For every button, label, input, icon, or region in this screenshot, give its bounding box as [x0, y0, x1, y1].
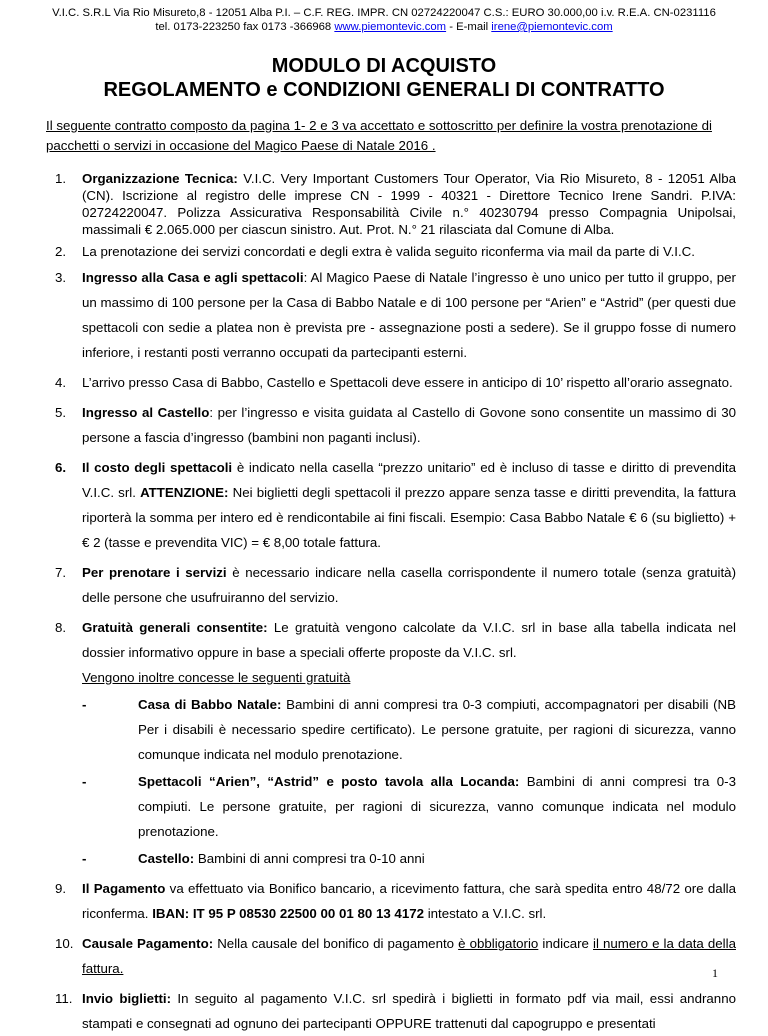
item-number: 4. — [55, 375, 67, 390]
dash-bullet: - — [82, 774, 87, 789]
item-text: L’arrivo presso Casa di Babbo, Castello e Spettacoli deve essere in anticipo di 10’ rispetto all’orario assegnato. — [82, 375, 733, 390]
list-item — [0, 400, 736, 450]
item-text: Nella causale del bonifico di pagamento — [213, 936, 459, 951]
item-number: 11. — [55, 991, 73, 1006]
item-heading: Per prenotare i servizi — [82, 565, 227, 580]
item-heading: Invio biglietti: — [82, 991, 172, 1006]
item-text: va effettuato via Bonifico bancario, a ricevimento fattura, che sarà spedita entro 48/72 ore dalla riconferma. — [82, 881, 737, 921]
item-number: 9. — [55, 881, 67, 896]
website-link[interactable]: www.piemontevic.com — [334, 21, 447, 33]
free-entry-heading: Casa di Babbo Natale: — [138, 697, 282, 712]
email-label: - E-mail — [446, 21, 492, 33]
free-entry-text: Bambini di anni compresi tra 0-10 anni — [194, 851, 425, 866]
dash-bullet: - — [82, 697, 87, 712]
page-number: 1 — [712, 966, 718, 980]
item-heading: Organizzazione Tecnica: — [82, 171, 238, 186]
item-text: Le gratuità vengono calcolate da V.I.C. srl in base alla tabella indicata nel dossier informativo oppure in base a speciali offerte proposte da V.I.C. srl. — [82, 620, 736, 660]
item-number: 5. — [55, 405, 67, 420]
letterhead — [0, 0, 768, 34]
letterhead-line-2 — [0, 20, 768, 34]
item-text-continued: intestato a V.I.C. srl. — [424, 906, 547, 921]
list-item — [0, 615, 736, 871]
list-item — [0, 931, 736, 981]
document-title — [0, 54, 768, 102]
mandatory-text: è obbligatorio — [458, 936, 539, 951]
item-text: V.I.C. Very Important Customers Tour Operator, Via Rio Misureto, 8 - 12051 Alba (CN). Iscrizione al registro delle imprese CN - 1999 - 40321 - Direttore Tecnico Irene Sandri. P.IVA: 02724220047. Polizza Assicurativa Responsabilità Civile n.° 40230794 presso Compagnia Unipolsai, massimali € 2.065.000 per ciascun sinistro. Aut. Prot. N.° 21 rilasciata dal Comune di Alba. — [82, 171, 736, 237]
free-entry-text: Bambini di anni compresi tra 0-3 compiuti, accompagnatori per disabili (NB Per i disabili è necessario spedire certificato). Le persone gratuite, per ragioni di sicurezza, vanno comunque indicata nel modulo prenotazione. — [138, 697, 736, 762]
item-heading: Ingresso al Castello — [82, 405, 210, 420]
item-number: 2. — [55, 244, 67, 259]
title-line-1: MODULO DI ACQUISTO — [271, 55, 497, 77]
email-link[interactable]: irene@piemontevic.com — [491, 21, 613, 33]
letterhead-phone-fax: tel. 0173-223250 fax 0173 -366968 — [155, 21, 335, 33]
invoice-number-date-text: il numero e la data della fattura. — [82, 936, 736, 976]
item-heading: Il Pagamento — [82, 881, 166, 896]
list-item — [0, 455, 736, 555]
warning-label: ATTENZIONE: — [140, 485, 229, 500]
item-text: è indicato nella casella “prezzo unitario” ed è incluso di tasse e diritto di prevendita V.I.C. srl. — [82, 460, 736, 500]
item-text: La prenotazione dei servizi concordati e degli extra è valida seguito riconferma via mail da parte di V.I.C. — [82, 244, 695, 259]
item-heading: Il costo degli spettacoli — [82, 460, 233, 475]
item-text-continued: indicare — [538, 936, 593, 951]
letterhead-line-1: V.I.C. S.R.L Via Rio Misureto,8 - 12051 Alba P.I. – C.F. REG. IMPR. CN 02724220047 C.S.: EURO 30.000,00 i.v. R.E.A. CN-0231116 — [52, 7, 716, 19]
free-entry-heading: Castello: — [138, 851, 195, 866]
item-text: : per l’ingresso e visita guidata al Castello di Govone sono consentite un massimo di 30 persone a fascia d’ingresso (bambini non paganti inclusi). — [82, 405, 736, 445]
terms-list — [0, 170, 736, 1036]
item-text: è necessario indicare nella casella corrispondente il numero totale (senza gratuità) delle persone che usufruiranno del servizio. — [82, 565, 736, 605]
iban-value: IT 95 P 08530 22500 00 01 80 13 4172 — [189, 906, 425, 921]
list-item — [0, 560, 736, 610]
list-item — [0, 265, 736, 365]
item-number: 1. — [55, 171, 67, 186]
item-heading: Ingresso alla Casa e agli spettacoli — [82, 270, 304, 285]
free-entries-heading: Vengono inoltre concesse le seguenti gratuità — [82, 670, 351, 685]
item-number: 6. — [55, 460, 67, 475]
free-entry-castle — [82, 846, 736, 871]
free-entry-text: Bambini di anni compresi tra 0-3 compiuti. Le persone gratuite, per ragioni di sicurezza, vanno comunque indicata nel modulo prenotazione. — [138, 774, 736, 839]
item-number: 7. — [55, 565, 67, 580]
item-number: 8. — [55, 620, 67, 635]
item-text: In seguito al pagamento V.I.C. srl spedirà i biglietti in formato pdf via mail, essi andranno stampati e consegnati ad ognuno dei partecipanti OPPURE trattenuti dal capogruppo e presentati — [82, 991, 736, 1031]
item-text-continued: Nei biglietti degli spettacoli il prezzo appare senza tasse e diritti prevendita, la fattura riporterà la somma per intero ed è rendicontabile ai fini fiscali. Esempio: Casa Babbo Natale € 6 (su biglietto) + € 2 (tasse e prevendita VIC) = € 8,00 totale fattura. — [82, 485, 736, 550]
item-text: : Al Magico Paese di Natale l’ingresso è uno unico per tutto il gruppo, per un massimo di 100 persone per la Casa di Babbo Natale e di 100 persone per “Arien” e “Astrid” (per questi due spettacoli con sedie a platea non è prevista pre - assegnazione posti a sedere). Se il gruppo fosse di numero inferiore, i restanti posti verranno occupati da partecipanti esterni. — [82, 270, 736, 360]
dash-bullet: - — [82, 851, 87, 866]
list-item — [0, 370, 736, 395]
free-entry-santa-house — [82, 692, 736, 767]
iban-label: IBAN: — [152, 906, 190, 921]
list-item — [0, 876, 736, 926]
intro-paragraph: Il seguente contratto composto da pagina 1- 2 e 3 va accettato e sottoscritto per definire la vostra prenotazione di pacchetti o servizi in occasione del Magico Paese di Natale 2016 . — [46, 118, 712, 153]
free-entry-heading: Spettacoli “Arien”, “Astrid” e posto tavola alla Locanda: — [138, 774, 520, 789]
list-item — [0, 243, 736, 260]
item-heading: Causale Pagamento: — [82, 936, 214, 951]
list-item — [0, 170, 736, 238]
title-line-2: REGOLAMENTO e CONDIZIONI GENERALI DI CONTRATTO — [103, 79, 665, 101]
item-number: 3. — [55, 270, 67, 285]
free-entry-shows — [82, 769, 736, 844]
item-heading: Gratuità generali consentite: — [82, 620, 268, 635]
item-number: 10. — [55, 936, 74, 951]
